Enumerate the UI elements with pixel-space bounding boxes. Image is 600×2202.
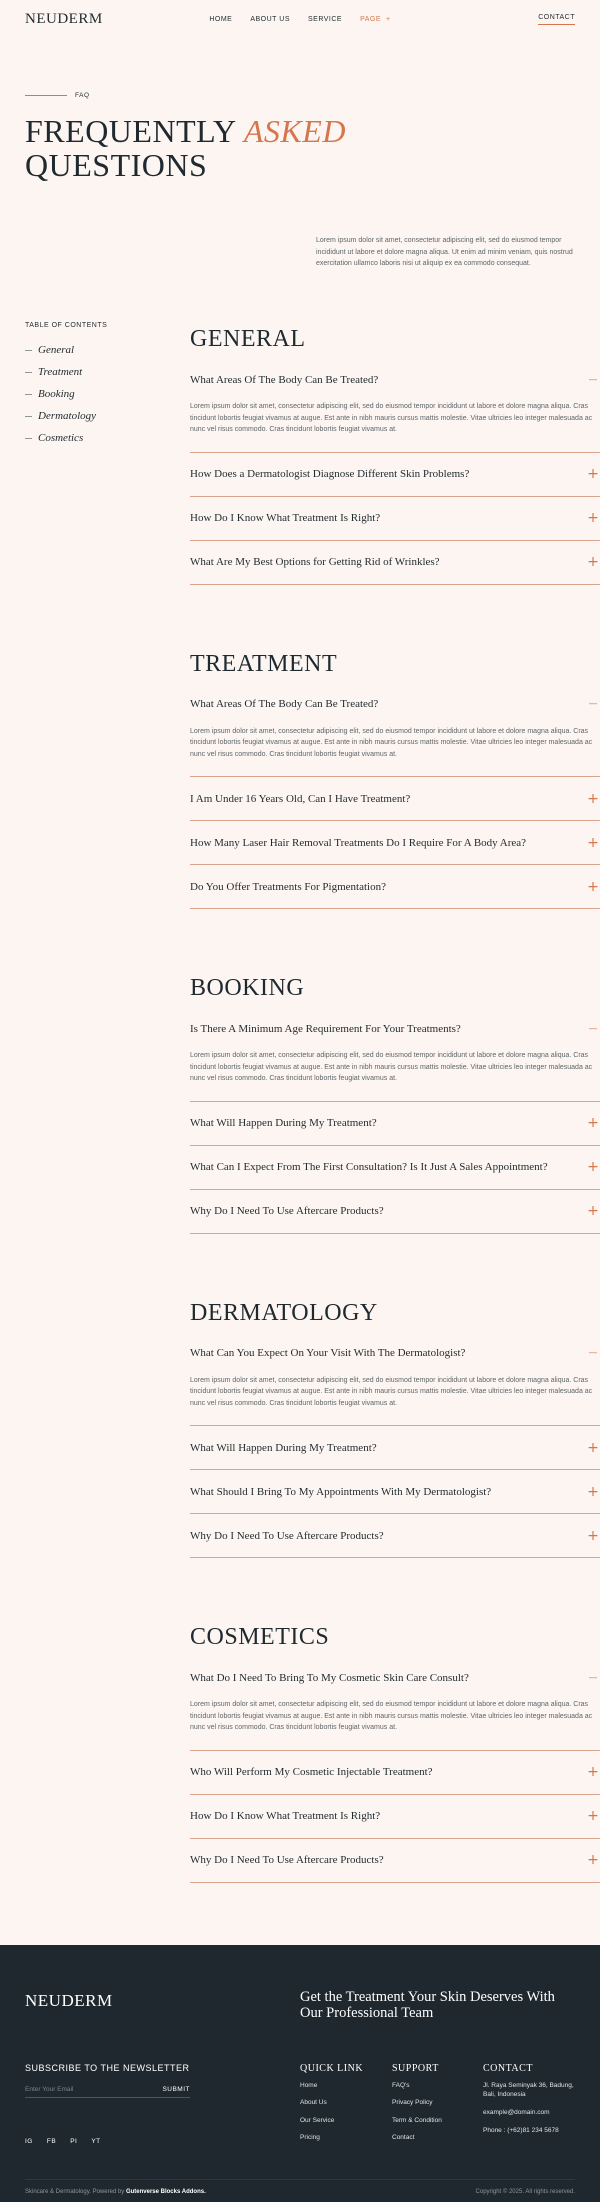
site-header (0, 0, 600, 38)
faq-question-text: What Will Happen During My Treatment? (190, 1441, 377, 1454)
footer-link-pricing[interactable]: Pricing (300, 2134, 320, 2141)
faq-item (190, 821, 600, 865)
minus-icon[interactable]: — (588, 374, 598, 385)
faq-item (190, 1839, 600, 1883)
faq-question[interactable] (190, 1190, 600, 1233)
faq-question[interactable] (190, 1007, 600, 1050)
faq-item (190, 358, 600, 453)
newsletter-submit-button[interactable]: SUBMIT (162, 2085, 190, 2093)
section-title: BOOKING (190, 975, 305, 1001)
toc-dash (25, 372, 32, 373)
footer-bottom-bar (25, 2179, 575, 2195)
toc-item-label: General (38, 344, 75, 356)
footer-quick-links (300, 2063, 363, 2151)
section-spacer (190, 1234, 600, 1278)
faq-question[interactable] (190, 358, 600, 401)
section-title: COSMETICS (190, 1624, 330, 1650)
footer-brand[interactable]: NEUDERM (25, 1990, 113, 2010)
footer-link-contact[interactable]: Contact (392, 2134, 415, 2141)
minus-icon[interactable]: — (588, 1348, 598, 1358)
faq-section-treatment (190, 629, 600, 910)
faq-question[interactable] (190, 865, 600, 908)
faq-question-text: How Do I Know What Treatment Is Right? (190, 1810, 381, 1822)
toc-dash (25, 350, 32, 351)
social-pinterest[interactable]: PI (70, 2137, 78, 2145)
minus-icon[interactable]: — (588, 1023, 598, 1034)
toc-item-dermatology[interactable] (25, 405, 155, 427)
quick-link-title: QUICK LINK (300, 2062, 364, 2074)
faq-answer: Lorem ipsum dolor sit amet, consectetur adipiscing elit, sed do eiusmod tempor incididunt ut labore et dolore magna aliqua. Cras tincidunt lobortis feugiat vivamus at augue. Est ante in nibh mauris cursus mattis molestie. Vitae ultricies leo integer malesuada ac nunc vel risus commodo. Cras tincidunt lobortis feugiat vivamus at. (190, 1701, 593, 1731)
newsletter-email-input[interactable] (25, 2086, 135, 2093)
eyebrow-label: FAQ (75, 92, 90, 99)
faq-question-text: How Does a Dermatologist Diagnose Different Skin Problems? (190, 468, 470, 480)
nav-page[interactable] (360, 16, 391, 23)
faq-question-text: What Do I Need To Bring To My Cosmetic Skin Care Consult? (190, 1671, 469, 1684)
title-line-1: FREQUENTLY (25, 113, 244, 149)
plus-icon[interactable]: + (587, 790, 599, 807)
faq-question-text: Why Do I Need To Use Aftercare Products? (190, 1205, 384, 1217)
faq-answer: Lorem ipsum dolor sit amet, consectetur adipiscing elit, sed do eiusmod tempor incididunt ut labore et dolore magna aliqua. Cras tincidunt lobortis feugiat vivamus at augue. Est ante in nibh mauris cursus mattis molestie. Vitae ultricies leo integer malesuada ac nunc vel risus commodo. Cras tincidunt lobortis feugiat vivamus at. (190, 403, 593, 433)
plus-icon[interactable]: + (587, 1808, 599, 1824)
faq-answer: Lorem ipsum dolor sit amet, consectetur adipiscing elit, sed do eiusmod tempor incididunt ut labore et dolore magna aliqua. Cras tincidunt lobortis feugiat vivamus at augue. Est ante in nibh mauris cursus mattis molestie. Vitae ultricies leo integer malesuada ac nunc vel risus commodo. Cras tincidunt lobortis feugiat vivamus at. (190, 1052, 593, 1082)
hero-intro: Lorem ipsum dolor sit amet, consectetur adipiscing elit, sed do eiusmod tempor incididunt ut labore et dolore magna aliqua. Ut enim ad minim veniam, quis nostrud exercitation ullamco laboris nisi ut aliquip ex ea commodo consequat. (316, 237, 573, 267)
plus-icon[interactable]: + (587, 466, 599, 482)
faq-question-text: Why Do I Need To Use Aftercare Products? (190, 1529, 384, 1542)
faq-question[interactable] (190, 777, 600, 820)
faq-question-text: What Can You Expect On Your Visit With The Dermatologist? (190, 1347, 466, 1359)
faq-main (0, 304, 600, 1883)
brand-logo[interactable]: NEUDERM (25, 10, 103, 27)
faq-question-text: Do You Offer Treatments For Pigmentation? (190, 880, 386, 893)
faq-section-dermatology (190, 1278, 600, 1559)
section-title: GENERAL (190, 326, 306, 352)
faq-question[interactable] (190, 1751, 600, 1794)
credit-prefix: Skincare & Dermatology. Powered by (25, 2188, 126, 2195)
footer-link-faqs[interactable]: FAQ's (392, 2081, 410, 2089)
contact-address: Jl. Raya Seminyak 36, Badung, Bali, Indonesia (483, 2081, 574, 2098)
faq-item (190, 1751, 600, 1795)
footer-link-privacy-policy[interactable]: Privacy Policy (392, 2099, 433, 2106)
nav-about-us[interactable]: ABOUT US (250, 15, 290, 23)
plus-icon[interactable]: + (587, 1483, 599, 1500)
toc-item-cosmetics[interactable] (25, 427, 155, 449)
toc-item-treatment[interactable] (25, 361, 155, 383)
section-title: DERMATOLOGY (190, 1299, 378, 1326)
plus-icon[interactable]: + (587, 834, 599, 851)
faq-answer: Lorem ipsum dolor sit amet, consectetur adipiscing elit, sed do eiusmod tempor incididunt ut labore et dolore magna aliqua. Cras tincidunt lobortis feugiat vivamus at augue. Est ante in nibh mauris cursus mattis molestie. Vitae ultricies leo integer malesuada ac nunc vel risus commodo. Cras tincidunt lobortis feugiat vivamus at. (190, 1376, 593, 1407)
plus-icon[interactable]: + (587, 510, 599, 526)
section-title: TREATMENT (190, 650, 338, 677)
title-line-2: QUESTIONS (25, 147, 208, 183)
footer-link-terms[interactable]: Term & Condition (392, 2116, 442, 2124)
faq-question[interactable] (190, 1102, 600, 1145)
contact-phone: Phone : (+62)81 234 5678 (483, 2126, 559, 2134)
faq-list (190, 304, 600, 1883)
eyebrow (25, 92, 575, 99)
toc-dash (25, 438, 32, 439)
faq-item (190, 1190, 600, 1234)
toc-item-label: Cosmetics (38, 432, 84, 444)
faq-question[interactable] (190, 1839, 600, 1882)
social-instagram[interactable]: IG (25, 2137, 33, 2145)
faq-question[interactable] (190, 1656, 600, 1699)
faq-answer: Lorem ipsum dolor sit amet, consectetur adipiscing elit, sed do eiusmod tempor incididunt ut labore et dolore magna aliqua. Cras tincidunt lobortis feugiat vivamus at augue. Est ante in nibh mauris cursus mattis molestie. Vitae ultricies leo integer malesuada ac nunc vel risus commodo. Cras tincidunt lobortis feugiat vivamus at. (190, 727, 593, 758)
toc-item-label: Booking (38, 388, 75, 400)
social-facebook[interactable]: FB (46, 2137, 57, 2145)
faq-section-cosmetics (190, 1602, 600, 1883)
faq-question-text: Who Will Perform My Cosmetic Injectable Treatment? (190, 1766, 433, 1778)
title-accent: ASKED (243, 113, 346, 149)
faq-question[interactable] (190, 1795, 600, 1838)
plus-icon[interactable]: + (587, 878, 599, 895)
section-spacer (190, 585, 600, 629)
footer-link-home[interactable]: Home (300, 2081, 318, 2089)
contact-link[interactable]: CONTACT (538, 14, 575, 25)
plus-icon[interactable]: + (587, 1527, 599, 1544)
faq-question-text: Why Do I Need To Use Aftercare Products? (190, 1854, 384, 1866)
faq-question-text: I Am Under 16 Years Old, Can I Have Treatment? (190, 792, 411, 805)
nav-home[interactable]: HOME (209, 15, 233, 23)
faq-item (190, 1102, 600, 1146)
faq-item (190, 683, 600, 778)
toc-title: TABLE OF CONTENTS (25, 322, 108, 329)
faq-question[interactable] (190, 497, 600, 540)
faq-item (190, 1470, 600, 1514)
faq-item (190, 777, 600, 821)
footer-tagline: Get the Treatment Your Skin Deserves With Our Professional Team (300, 1988, 555, 2021)
faq-section-booking (190, 953, 600, 1234)
faq-question-text: What Areas Of The Body Can Be Treated? (190, 373, 379, 386)
faq-question-text: Is There A Minimum Age Requirement For Your Treatments? (190, 1022, 461, 1035)
faq-question-text: What Are My Best Options for Getting Rid of Wrinkles? (190, 556, 440, 568)
contact-title: CONTACT (483, 2062, 533, 2074)
faq-item (190, 865, 600, 909)
faq-item (190, 497, 600, 541)
faq-item (190, 1007, 600, 1102)
toc-list (25, 339, 155, 449)
copyright: Copyright © 2025. All rights reserved. (475, 2188, 575, 2195)
toc-dash (25, 416, 32, 417)
site-footer (0, 1945, 600, 2202)
footer-support-links (392, 2063, 442, 2151)
section-spacer (190, 1558, 600, 1602)
footer-link-about-us[interactable]: About Us (300, 2099, 327, 2106)
toc-item-general[interactable] (25, 339, 155, 361)
minus-icon[interactable]: — (588, 1672, 598, 1683)
faq-item (190, 1146, 600, 1190)
faq-item (190, 1795, 600, 1839)
contact-email[interactable]: example@domain.com (483, 2109, 550, 2116)
footer-link-our-service[interactable]: Our Service (300, 2116, 335, 2124)
faq-item (190, 1332, 600, 1427)
faq-question-text: How Do I Know What Treatment Is Right? (190, 512, 381, 524)
toc-item-label: Treatment (38, 366, 83, 378)
toc-dash (25, 394, 32, 395)
newsletter-title: SUBSCRIBE TO THE NEWSLETTER (25, 2062, 190, 2073)
faq-question[interactable] (190, 1514, 600, 1557)
hero (0, 38, 600, 304)
faq-item (190, 1656, 600, 1751)
section-spacer (190, 909, 600, 953)
faq-question-text: How Many Laser Hair Removal Treatments Do I Require For A Body Area? (190, 836, 527, 849)
plus-icon[interactable]: + (587, 554, 599, 570)
plus-icon[interactable]: + (587, 1115, 599, 1131)
plus-icon[interactable]: + (587, 1852, 599, 1868)
footer-contact (483, 2063, 583, 2144)
faq-question-text: What Areas Of The Body Can Be Treated? (190, 698, 379, 710)
toc-item-label: Dermatology (38, 410, 97, 422)
faq-question[interactable] (190, 1146, 600, 1189)
faq-item (190, 1514, 600, 1558)
plus-icon[interactable]: + (587, 1439, 599, 1456)
faq-question-text: What Will Happen During My Treatment? (190, 1117, 377, 1129)
social-links (25, 2138, 101, 2145)
table-of-contents (25, 322, 155, 449)
faq-question[interactable] (190, 1426, 600, 1469)
faq-question[interactable] (190, 821, 600, 864)
toc-item-booking[interactable] (25, 383, 155, 405)
faq-item (190, 453, 600, 497)
social-youtube[interactable]: YT (91, 2137, 101, 2145)
faq-question[interactable] (190, 683, 600, 726)
nav-page-label: PAGE (360, 15, 382, 23)
faq-section-general (190, 304, 600, 585)
faq-question[interactable] (190, 453, 600, 496)
faq-question[interactable] (190, 541, 600, 584)
plus-icon[interactable]: + (587, 1764, 599, 1780)
plus-icon: + (386, 15, 391, 23)
credit-brand-link[interactable]: Gutenverse Blocks Addons. (125, 2188, 206, 2195)
footer-credit (25, 2189, 206, 2195)
nav-service[interactable]: SERVICE (308, 15, 343, 23)
faq-question[interactable] (190, 1470, 600, 1513)
page-title (25, 114, 575, 182)
plus-icon[interactable]: + (587, 1203, 599, 1219)
faq-question-text: What Should I Bring To My Appointments With My Dermatologist? (190, 1485, 492, 1498)
plus-icon[interactable]: + (587, 1159, 599, 1175)
faq-item (190, 1426, 600, 1470)
minus-icon[interactable]: — (588, 699, 598, 709)
faq-question-text: What Can I Expect From The First Consultation? Is It Just A Sales Appointment? (190, 1161, 548, 1173)
faq-item (190, 541, 600, 585)
support-title: SUPPORT (392, 2062, 439, 2074)
faq-question[interactable] (190, 1332, 600, 1375)
eyebrow-divider (25, 95, 67, 96)
